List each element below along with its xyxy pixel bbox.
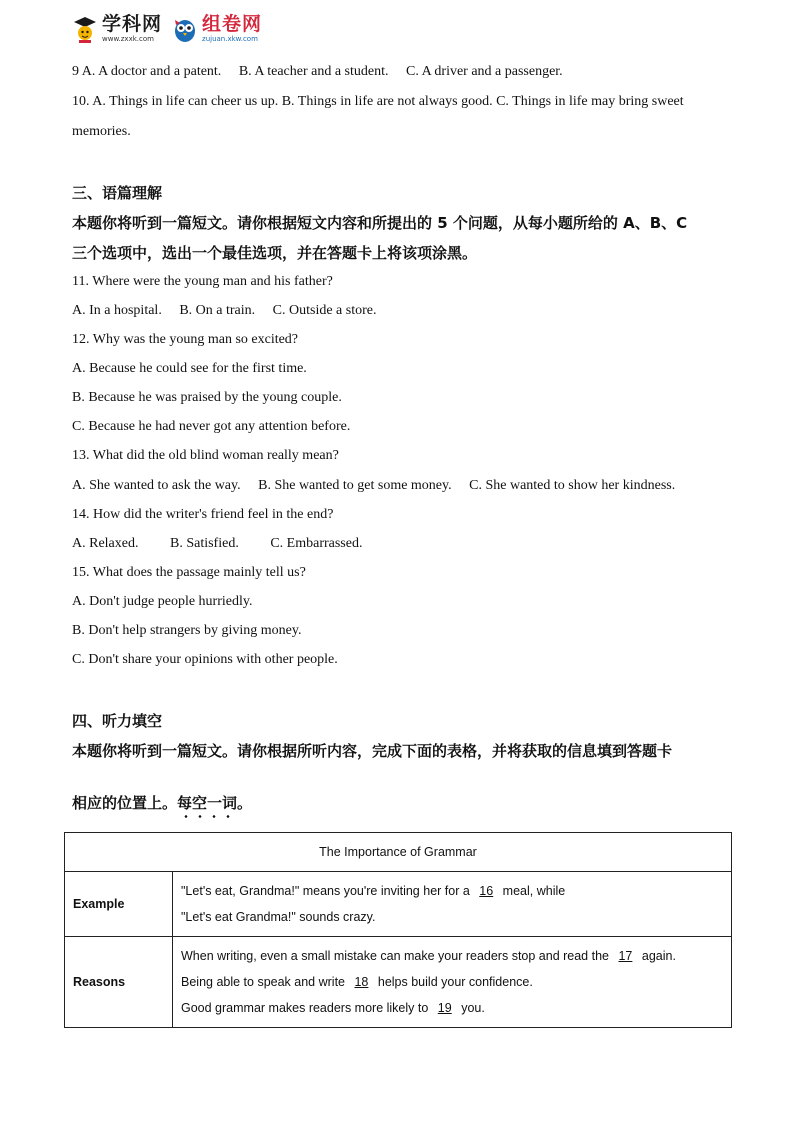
q11-option-a: A. In a hospital. (72, 303, 162, 318)
reason-2 (181, 969, 723, 995)
q14-option-c: C. Embarrassed. (270, 536, 363, 551)
example-line-1 (181, 878, 723, 904)
reason-1-pre: When writing, even a small mistake can make your readers stop and read the (181, 949, 609, 963)
example-line-1-post: meal, while (502, 884, 566, 898)
q9-option-c: C. A driver and a passenger. (406, 64, 563, 79)
section4-instruction-2-post: 。 (237, 794, 253, 812)
q11-option-b: B. On a train. (179, 303, 256, 318)
q13-options (72, 478, 675, 494)
q13-option-b: B. She wanted to get some money. (258, 478, 452, 493)
section4-instruction-2-pre: 相应的位置上。 (72, 794, 178, 812)
example-label: Example (65, 872, 173, 937)
section3-instruction-2: 三个选项中，选出一个最佳选项，并在答题卡上将该项涂黑。 (72, 244, 478, 262)
q11-text: 11. Where were the young man and his father? (72, 274, 333, 289)
grammar-table (64, 832, 732, 1028)
reason-2-pre: Being able to speak and write (181, 975, 345, 989)
section4-instruction-emphasis: 每空一词 (177, 794, 238, 812)
example-line-1-pre: "Let's eat, Grandma!" means you're inviting her for a (181, 884, 470, 898)
q14-option-a: A. Relaxed. (72, 536, 139, 551)
logo-zxxk-name: 学科网 (102, 13, 163, 35)
example-content (173, 872, 732, 937)
table-title: The Importance of Grammar (65, 833, 732, 872)
q15-text: 15. What does the passage mainly tell us? (72, 565, 306, 580)
blank-18: 18 (354, 975, 369, 989)
logo-zujuan-url: zujuan.xkw.com (202, 35, 258, 43)
q12-option-b: B. Because he was praised by the young couple. (72, 390, 342, 405)
q11-options (72, 303, 376, 319)
section4-instruction-1: 本题你将听到一篇短文。请你根据所听内容，完成下面的表格，并将获取的信息填到答题卡 (72, 742, 673, 760)
question-10 (72, 94, 684, 110)
example-line-2: "Let's eat Grandma!" sounds crazy. (181, 910, 376, 924)
q9-option-a: A. A doctor and a patent. (81, 64, 222, 79)
q13-text: 13. What did the old blind woman really mean? (72, 448, 339, 463)
graduation-cap-icon (72, 14, 98, 44)
blank-19: 19 (437, 1001, 452, 1015)
q14-options (72, 536, 362, 552)
q10-option-a: A. Things in life can cheer us up. (92, 94, 279, 109)
reason-3 (181, 995, 723, 1021)
q10-number: 10. (72, 94, 90, 109)
blank-16: 16 (479, 884, 494, 898)
reasons-label: Reasons (65, 937, 173, 1028)
q9-option-b: B. A teacher and a student. (238, 64, 389, 79)
q14-text: 14. How did the writer's friend feel in the end? (72, 507, 334, 522)
q12-option-a: A. Because he could see for the first time. (72, 361, 307, 376)
reason-1-post: again. (641, 949, 676, 963)
logo-zxxk (72, 14, 162, 44)
reason-3-post: you. (461, 1001, 485, 1015)
q12-option-c: C. Because he had never got any attention before. (72, 419, 351, 434)
q13-option-c: C. She wanted to show her kindness. (469, 478, 676, 493)
section3-title: 三、语篇理解 (72, 184, 163, 202)
q10-option-c: C. Things in life may bring sweet (496, 94, 684, 109)
q14-option-b: B. Satisfied. (169, 536, 239, 551)
header-logos (72, 10, 262, 48)
q13-option-a: A. She wanted to ask the way. (72, 478, 241, 493)
blank-17: 17 (618, 949, 633, 963)
reason-3-pre: Good grammar makes readers more likely to (181, 1001, 429, 1015)
section3-instruction-1: 本题你将听到一篇短文。请你根据短文内容和所提出的 5 个问题，从每小题所给的 A、B、C (72, 214, 688, 232)
section4-title: 四、听力填空 (72, 712, 163, 730)
logo-zujuan-name: 组卷网 (202, 13, 263, 35)
q10-option-c-continued: memories. (72, 124, 131, 139)
reason-1 (181, 943, 723, 969)
reason-2-post: helps build your confidence. (377, 975, 533, 989)
q9-number: 9 (72, 64, 79, 79)
logo-zxxk-url: www.zxxk.com (102, 35, 154, 43)
q15-option-b: B. Don't help strangers by giving money. (72, 623, 302, 638)
section4-instruction-2 (72, 792, 252, 813)
logo-zujuan (172, 14, 262, 44)
reasons-content (173, 937, 732, 1028)
q11-option-c: C. Outside a store. (272, 303, 377, 318)
owl-mascot-icon (172, 14, 198, 44)
q10-option-b: B. Things in life are not always good. (281, 94, 493, 109)
question-9 (72, 64, 563, 80)
q15-option-a: A. Don't judge people hurriedly. (72, 594, 253, 609)
q15-option-c: C. Don't share your opinions with other people. (72, 652, 338, 667)
q12-text: 12. Why was the young man so excited? (72, 332, 299, 347)
